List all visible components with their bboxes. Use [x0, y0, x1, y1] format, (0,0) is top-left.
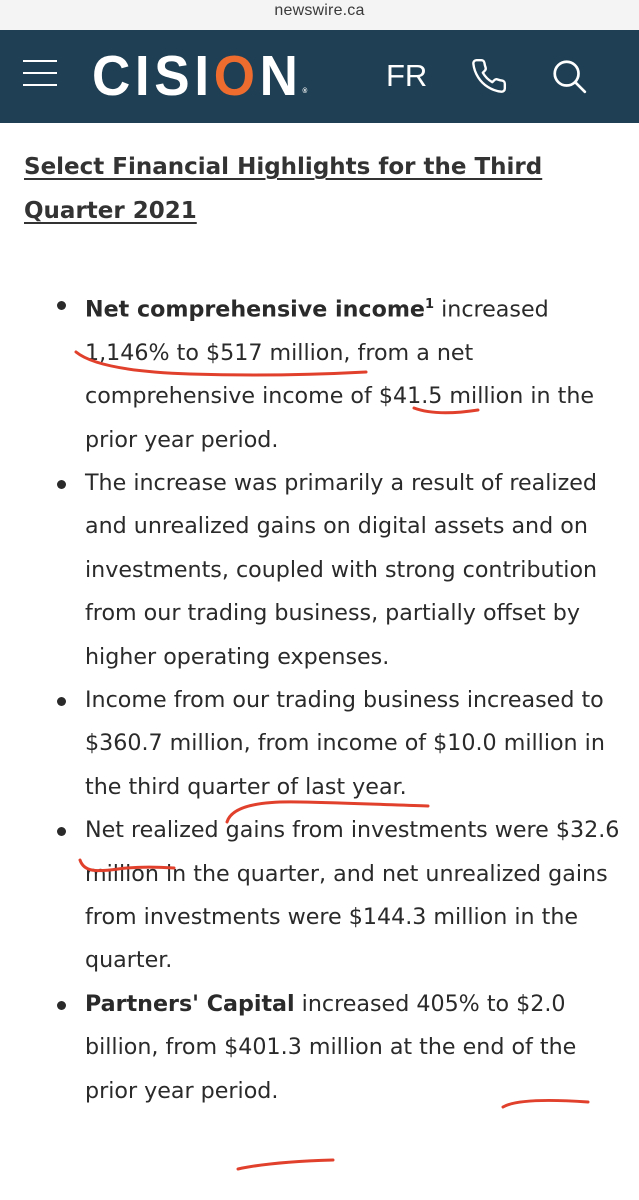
bullet-text: The increase was primarily a result of realized and unrealized gains on digital assets and on investments, coupled with strong contribution from our trading business, partially offset by higher operating expenses.	[85, 470, 598, 670]
list-item	[0, 679, 635, 809]
footnote-marker[interactable]: 1	[425, 297, 435, 312]
underline-401-3-million	[238, 1160, 333, 1169]
section-heading	[24, 145, 584, 233]
list-item	[0, 462, 635, 679]
hamburger-menu-icon[interactable]	[23, 58, 57, 90]
site-header	[0, 30, 639, 123]
bullet-bold-label: Partners' Capital	[85, 990, 295, 1017]
list-item	[0, 809, 635, 983]
bullet-text: Net realized gains from investments were $32.6 million in the quarter, and net unrealized gains from investments were $144.3 million in the quarter.	[85, 817, 620, 974]
list-item	[0, 283, 635, 462]
bullet-bold-label: Net comprehensive income	[85, 296, 425, 323]
bullet-dot	[57, 301, 66, 310]
language-toggle-button[interactable]: FR	[386, 58, 428, 93]
highlights-list	[0, 283, 639, 1113]
browser-url-bar[interactable]	[0, 0, 639, 30]
registered-mark: ®	[302, 88, 308, 95]
search-icon[interactable]	[550, 57, 588, 95]
logo-text-o: O	[213, 44, 260, 108]
section-heading-text: Select Financial Highlights for the Third Quarter 2021	[24, 154, 543, 224]
bullet-text: Income from our trading business increased to $360.7 million, from income of $10.0 million in the third quarter of last year.	[85, 687, 605, 800]
phone-icon[interactable]	[470, 57, 508, 95]
bullet-dot	[57, 480, 66, 489]
list-item	[0, 983, 635, 1113]
bullet-text: increased 405% to $2.0 billion, from $401.3 million at the end of the prior year period.	[85, 990, 577, 1104]
bullet-text: increased 1,146% to $517 million, from a net comprehensive income of $41.5 million in the prior year period.	[85, 296, 595, 453]
url-label: newswire.ca	[274, 2, 365, 19]
logo-text-n: N	[259, 44, 303, 108]
bullet-dot	[57, 1001, 66, 1010]
bullet-dot	[57, 827, 66, 836]
bullet-dot	[57, 697, 66, 706]
cision-logo[interactable]	[92, 38, 307, 114]
logo-text-ci: CISI	[92, 44, 214, 108]
